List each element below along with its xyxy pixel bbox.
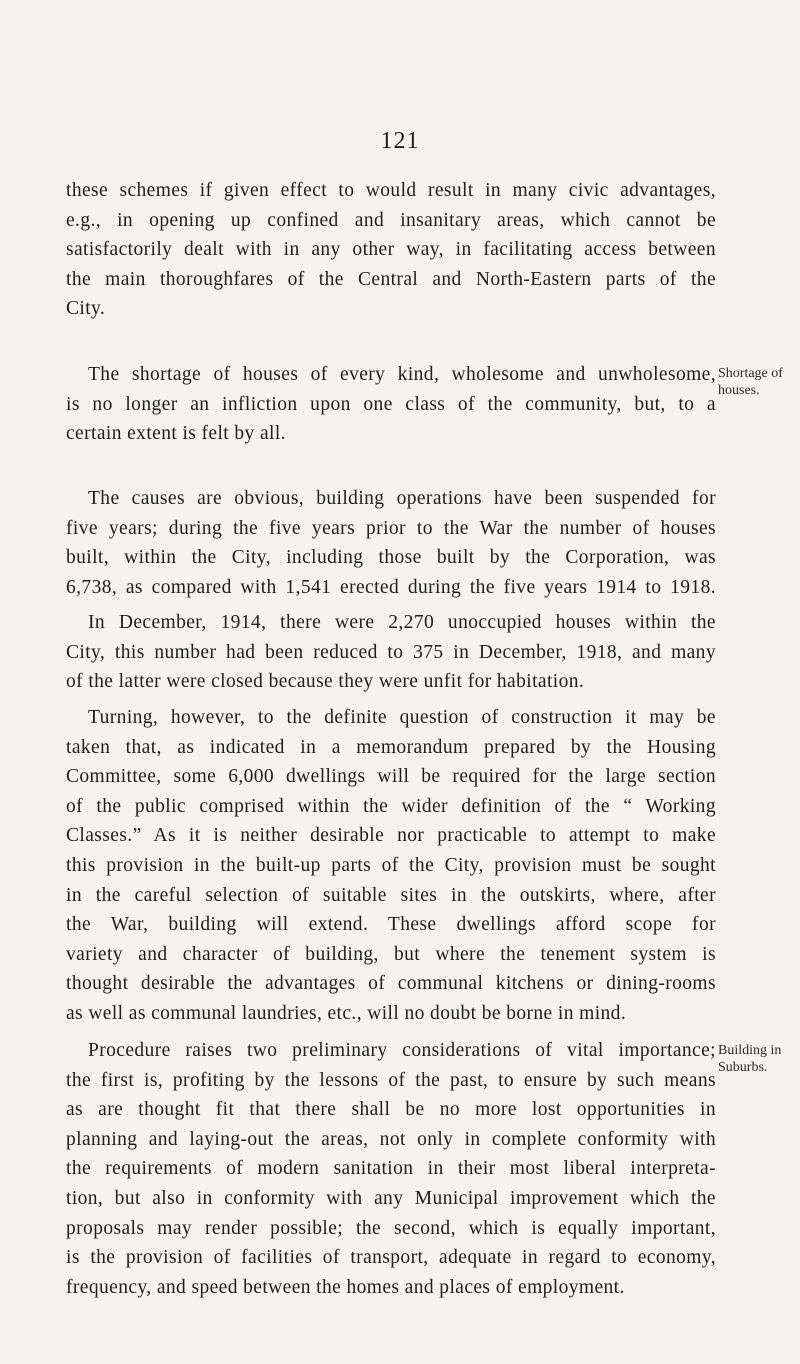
text-line: thought desirable the advantages of communal kitchens or dining-rooms [66, 973, 716, 995]
text-line: the first is, profiting by the lessons of the past, to ensure by such means [66, 1069, 716, 1091]
marginal-note-suburbs [718, 1042, 800, 1076]
marginal-note-line: Shortage of [718, 366, 783, 381]
text-line: taken that, as indicated in a memorandum prepared by the Housing [66, 736, 716, 758]
text-line: Procedure raises two preliminary considerations of vital importance; [88, 1040, 716, 1061]
text-line: proposals may render possible; the second, which is equally important, [66, 1217, 716, 1239]
paragraph-5 [66, 703, 716, 1029]
marginal-note-line: houses. [718, 383, 760, 398]
text-line: is no longer an infliction upon one class of the community, but, to a [66, 393, 716, 415]
text-line: the War, building will extend. These dwellings afford scope for [66, 914, 716, 936]
text-line: City, this number had been reduced to 375 in December, 1918, and many [66, 641, 716, 663]
text-line: Committee, some 6,000 dwellings will be required for the large section [66, 766, 716, 788]
marginal-note-shortage [718, 365, 800, 399]
text-line: planning and laying-out the areas, not only in complete conformity with [66, 1128, 716, 1150]
text-line: variety and character of building, but where the tenement system is [66, 943, 716, 965]
text-line: Turning, however, to the definite question of construction it may be [88, 707, 716, 728]
text-line: City. [66, 298, 106, 320]
text-line: certain extent is felt by all. [66, 423, 286, 445]
text-line: is the provision of facilities of transport, adequate in regard to economy, [66, 1247, 716, 1269]
text-line: as well as communal laundries, etc., will no doubt be borne in mind. [66, 1002, 627, 1024]
text-line: this provision in the built-up parts of the City, provision must be sought [66, 854, 716, 876]
text-line: the requirements of modern sanitation in their most liberal interpreta- [66, 1158, 716, 1180]
text-line: The shortage of houses of every kind, wholesome and unwholesome, [88, 364, 716, 385]
text-line: tion, but also in conformity with any Municipal improvement which the [66, 1187, 716, 1209]
text-line: 6,738, as compared with 1,541 erected during the five years 1914 to 1918. [66, 576, 716, 598]
text-line: these schemes if given effect to would result in many civic advantages, [66, 180, 716, 201]
text-line: as are thought fit that there shall be no more lost opportunities in [66, 1099, 716, 1121]
paragraph-4 [66, 608, 716, 697]
text-line: In December, 1914, there were 2,270 unoccupied houses within the [88, 612, 716, 633]
text-line: of the latter were closed because they were unfit for habitation. [66, 671, 585, 693]
text-line: e.g., in opening up confined and insanitary areas, which cannot be [66, 209, 716, 231]
text-line: satisfactorily dealt with in any other way, in facilitating access between [66, 239, 716, 261]
text-line: built, within the City, including those built by the Corporation, was [66, 547, 716, 569]
paragraph-6 [66, 1036, 716, 1302]
text-line: five years; during the five years prior to the War the number of houses [66, 517, 716, 539]
text-line: The causes are obvious, building operations have been suspended for [88, 488, 716, 509]
text-line: frequency, and speed between the homes and places of employment. [66, 1276, 625, 1298]
paragraph-2 [66, 360, 716, 449]
paragraph-1 [66, 176, 716, 324]
page-number: 121 [380, 128, 420, 154]
text-line: in the careful selection of suitable sites in the outskirts, where, after [66, 884, 716, 906]
marginal-note-line: Suburbs. [718, 1060, 768, 1075]
text-line: Classes.” As it is neither desirable nor practicable to attempt to make [66, 825, 716, 847]
marginal-note-line: Building in [718, 1043, 782, 1058]
text-line: of the public comprised within the wider definition of the “ Working [66, 795, 716, 817]
paragraph-3 [66, 484, 716, 602]
text-line: the main thoroughfares of the Central and North-Eastern parts of the [66, 268, 716, 290]
